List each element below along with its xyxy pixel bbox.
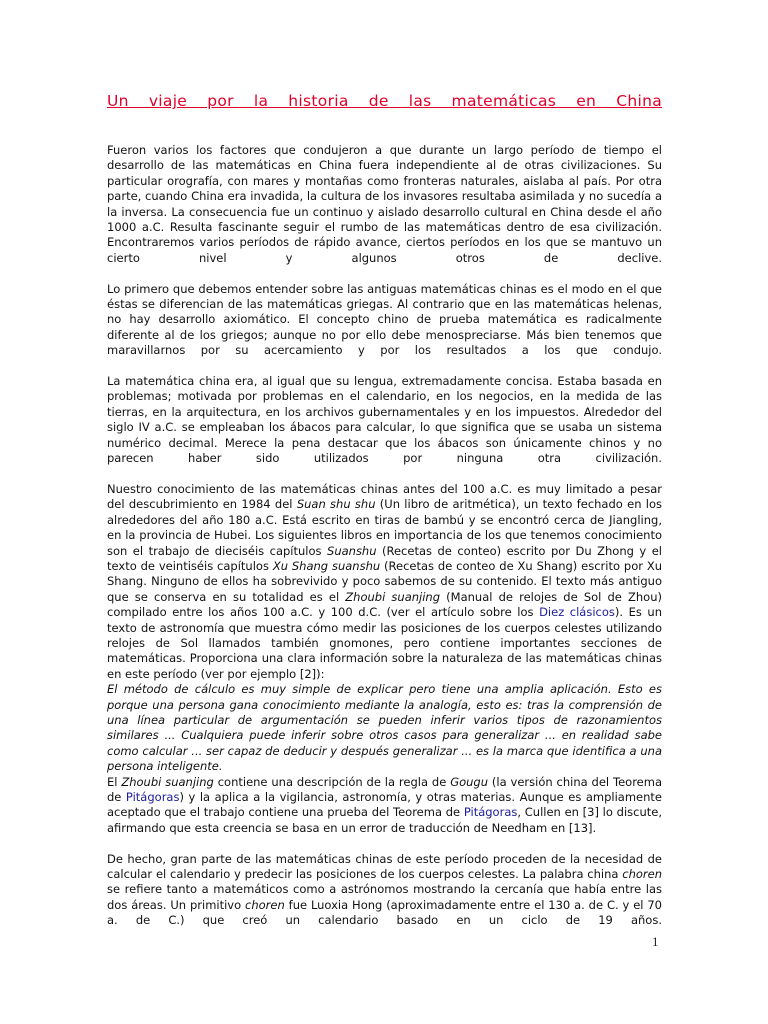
document-title: Un viaje por la historia de las matemáticas en China <box>107 92 662 110</box>
text-run: , Cullen en [3] lo discute, afirmando que esta creencia se basa en un error de traducción de Needham en [13]. <box>107 805 662 835</box>
text-run: ) y la aplica a la vigilancia, astronomía, y otras materias. Aunque es ampliamente aceptado que el trabajo contiene una prueba del Teorema de <box>107 790 663 820</box>
text-run: (Recetas de conteo de Xu Shang) escrito por Xu Shang. Ninguno de ellos ha sobrevivido y poco sabemos de su contenido. El texto más antiguo que se conserva en su totalidad es el <box>107 558 662 604</box>
text-run: se refiere tanto a matemáticos como a astrónomos mostrando la cercanía que había entre las dos áreas. Un primitivo <box>107 882 662 912</box>
text-run: (Recetas de conteo) escrito por Du Zhong y el texto de veintiséis capítulos <box>107 543 662 573</box>
text-run: (Manual de relojes de Sol de Zhou) compilado entre los años 100 a.C. y 100 d.C. (ver el artículo sobre los <box>107 589 662 620</box>
paragraph-conocimiento <box>107 482 662 682</box>
text-run: contiene una descripción de la regla de <box>213 774 451 789</box>
term-choren: choren <box>622 867 662 882</box>
paragraph-gougu <box>107 775 662 837</box>
link-pitagoras[interactable]: Pitágoras <box>125 790 180 805</box>
text-run: (Un libro de aritmética), un texto fechado en los alrededores del año 180 a.C. Está escrito en tiras de bambú y se encontró cerca de Jiangling, en la provincia de Hubei. Los siguientes libros en importancia de los que tenemos conocimiento son el trabajo de dieciséis capítulos <box>107 497 663 558</box>
text-run: El <box>107 774 122 789</box>
term-choren-2: choren <box>245 897 285 912</box>
text-run: ). Es un texto de astronomía que muestra cómo medir las posiciones de los cuerpos celestes utilizando relojes de Sol llamados también gnomones, pero contiene importantes secciones de matemáticas. Proporciona una clara información sobre la naturaleza de las matemáticas chinas en este período (ver por ejemplo [2]): <box>107 605 662 681</box>
paragraph-prueba-matematica: Lo primero que debemos entender sobre las antiguas matemáticas chinas es el modo en el que éstas se diferencian de las matemáticas griegas. Al contrario que en las matemáticas helenas, no hay desarrollo axiomático. El concepto chino de prueba matemática es radicalmente diferente al de los griegos; aunque no por ello debe menospreciarse. Más bien tenemos que maravillarnos por su acercamiento y por los resultados a los que condujo. <box>107 281 662 358</box>
link-pitagoras-2[interactable]: Pitágoras <box>463 805 518 820</box>
text-run: fue Luoxia Hong (aproximadamente entre el 130 a. de C. y el 70 a. de C.) que creó un calendario basado en un ciclo de 19 años. <box>107 897 662 928</box>
paragraph-factores: Fueron varios los factores que condujeron a que durante un largo período de tiempo el desarrollo de las matemáticas en China fuera independiente al de otras civilizaciones. Su particular orografía, con mares y montañas como fronteras naturales, aislaba al país. Por otra parte, cuando China era invadida, la cultura de los invasores resultaba asimilada y no sucedía a la inversa. La consecuencia fue un continuo y aislado desarrollo cultural en China desde el año 1000 a.C. Resulta fascinante seguir el rumbo de las matemáticas dentro de esa civilización. Encontraremos varios períodos de rápido avance, ciertos períodos en los que se mantuvo un cierto nivel y algunos otros de declive. <box>107 143 662 265</box>
document-body <box>107 143 662 929</box>
book-title-suanshu: Suanshu <box>327 543 377 558</box>
term-gougu: Gougu <box>450 774 489 789</box>
paragraph-abacos: La matemática china era, al igual que su lengua, extremadamente concisa. Estaba basada en problemas; motivada por problemas en el calendario, en los negocios, en la medida de las tierras, en la arquitectura, en los archivos gubernamentales y en los impuestos. Alrededor del siglo IV a.C. se empleaban los ábacos para calcular, lo que significa que se usaba un sistema numérico decimal. Merece la pena destacar que los ábacos son únicamente chinos y no parecen haber sido utilizados por ninguna otra civilización. <box>107 374 662 466</box>
link-diez-clasicos[interactable]: Diez clásicos <box>539 605 615 620</box>
text-run: De hecho, gran parte de las matemáticas chinas de este período proceden de la necesidad de calcular el calendario y predecir las posiciones de los cuerpos celestes. La palabra china <box>107 851 662 882</box>
text-run: (la versión china del Teorema de <box>107 774 662 805</box>
text-run: Nuestro conocimiento de las matemáticas chinas antes del 100 a.C. es muy limitado a pesar del descubrimiento en 1984 del <box>107 481 662 512</box>
paragraph-choren <box>107 852 662 929</box>
book-title-xu-shang-suanshu: Xu Shang suanshu <box>272 558 381 573</box>
page-number: 1 <box>652 934 659 949</box>
book-title-zhoubi-suanjing: Zhoubi suanjing <box>121 774 214 789</box>
book-title-zhoubi-suanjing: Zhoubi suanjing <box>345 589 441 604</box>
book-title-suan-shu-shu: Suan shu shu <box>296 497 376 512</box>
quote-block: El método de cálculo es muy simple de explicar pero tiene una amplia aplicación. Esto es porque una persona gana conocimiento mediante la analogía, esto es: tras la comprensión de una línea particular de argumentación se pueden inferir varios tipos de razonamientos similares ... Cualquiera puede inferir sobre otros casos para generalizar ... en realidad sabe como calcular ... ser capaz de deducir y después generalizar ... es la marca que identifica a una persona inteligente. <box>107 682 662 774</box>
